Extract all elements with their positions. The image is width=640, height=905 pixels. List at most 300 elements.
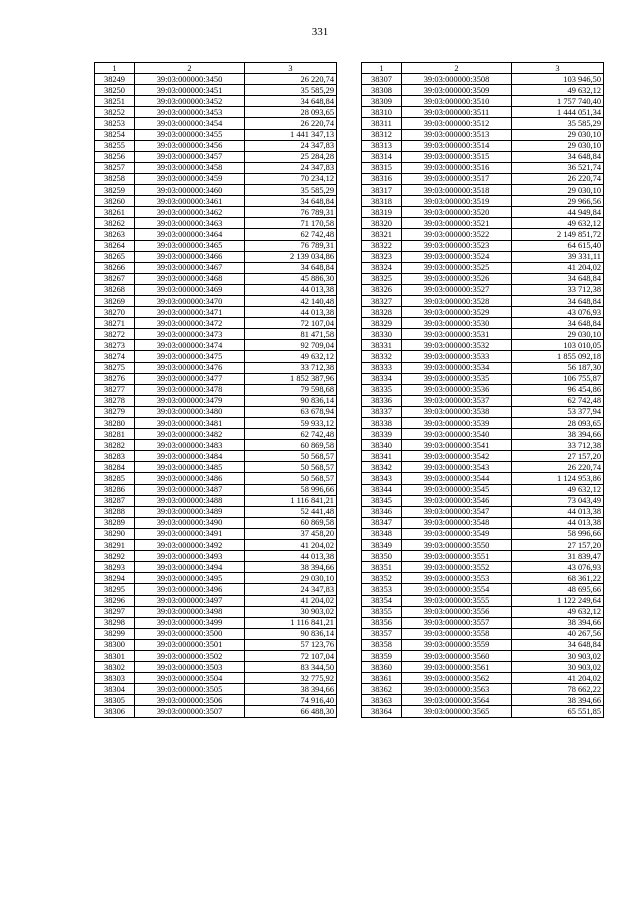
value-cell: 50 568,57	[245, 473, 337, 484]
cadastral-number-cell: 39:03:000000:3549	[402, 528, 512, 539]
table-row	[362, 373, 604, 384]
cadastral-number-cell: 39:03:000000:3533	[402, 351, 512, 362]
cadastral-number-cell: 39:03:000000:3565	[402, 706, 512, 717]
value-cell: 41 204,02	[245, 540, 337, 551]
cadastral-number-cell: 39:03:000000:3504	[135, 673, 245, 684]
cadastral-number-cell: 39:03:000000:3500	[135, 628, 245, 639]
cadastral-number-cell: 39:03:000000:3559	[402, 639, 512, 650]
table-row	[95, 74, 337, 85]
value-cell: 43 076,93	[512, 307, 604, 318]
table-row	[362, 295, 604, 306]
cadastral-number-cell: 39:03:000000:3546	[402, 495, 512, 506]
cadastral-number-cell: 39:03:000000:3547	[402, 506, 512, 517]
cadastral-number-cell: 39:03:000000:3548	[402, 517, 512, 528]
cadastral-number-cell: 39:03:000000:3453	[135, 107, 245, 118]
table-row	[362, 673, 604, 684]
row-number-cell: 38339	[362, 429, 402, 440]
row-number-cell: 38256	[95, 151, 135, 162]
table-row	[362, 284, 604, 295]
cadastral-number-cell: 39:03:000000:3482	[135, 429, 245, 440]
row-number-cell: 38315	[362, 162, 402, 173]
row-number-cell: 38285	[95, 473, 135, 484]
row-number-cell: 38301	[95, 650, 135, 661]
table-row	[95, 484, 337, 495]
table-row	[362, 517, 604, 528]
value-cell: 81 471,58	[245, 329, 337, 340]
row-number-cell: 38323	[362, 251, 402, 262]
cadastral-number-cell: 39:03:000000:3493	[135, 551, 245, 562]
value-cell: 38 394,66	[245, 562, 337, 573]
cadastral-number-cell: 39:03:000000:3529	[402, 307, 512, 318]
table-row	[362, 251, 604, 262]
row-number-cell: 38283	[95, 451, 135, 462]
row-number-cell: 38351	[362, 562, 402, 573]
row-number-cell: 38289	[95, 517, 135, 528]
value-cell: 38 394,66	[245, 684, 337, 695]
table-row	[362, 473, 604, 484]
table-row	[362, 706, 604, 717]
row-number-cell: 38327	[362, 295, 402, 306]
table-row	[362, 185, 604, 196]
row-number-cell: 38305	[95, 695, 135, 706]
row-number-cell: 38320	[362, 218, 402, 229]
row-number-cell: 38357	[362, 628, 402, 639]
value-cell: 42 140,48	[245, 295, 337, 306]
value-cell: 64 615,40	[512, 240, 604, 251]
row-number-cell: 38317	[362, 185, 402, 196]
cadastral-number-cell: 39:03:000000:3531	[402, 329, 512, 340]
column-header: 2	[402, 63, 512, 74]
table-row	[362, 351, 604, 362]
table-row	[362, 440, 604, 451]
value-cell: 35 585,29	[245, 85, 337, 96]
table-row	[95, 373, 337, 384]
row-number-cell: 38346	[362, 506, 402, 517]
table-row	[95, 684, 337, 695]
value-cell: 1 855 092,18	[512, 351, 604, 362]
value-cell: 41 204,02	[245, 595, 337, 606]
cadastral-number-cell: 39:03:000000:3535	[402, 373, 512, 384]
value-cell: 1 124 953,86	[512, 473, 604, 484]
row-number-cell: 38358	[362, 639, 402, 650]
cadastral-number-cell: 39:03:000000:3480	[135, 406, 245, 417]
cadastral-number-cell: 39:03:000000:3510	[402, 96, 512, 107]
cadastral-number-cell: 39:03:000000:3489	[135, 506, 245, 517]
table-row	[95, 662, 337, 673]
cadastral-number-cell: 39:03:000000:3477	[135, 373, 245, 384]
value-cell: 49 632,12	[512, 606, 604, 617]
cadastral-number-cell: 39:03:000000:3462	[135, 207, 245, 218]
table-row	[362, 85, 604, 96]
cadastral-number-cell: 39:03:000000:3469	[135, 284, 245, 295]
value-cell: 29 030,10	[245, 573, 337, 584]
value-cell: 1 116 841,21	[245, 617, 337, 628]
row-number-cell: 38258	[95, 173, 135, 184]
table-row	[95, 473, 337, 484]
cadastral-number-cell: 39:03:000000:3563	[402, 684, 512, 695]
row-number-cell: 38259	[95, 185, 135, 196]
cadastral-number-cell: 39:03:000000:3474	[135, 340, 245, 351]
value-cell: 76 789,31	[245, 207, 337, 218]
row-number-cell: 38348	[362, 528, 402, 539]
value-cell: 2 139 034,86	[245, 251, 337, 262]
cadastral-number-cell: 39:03:000000:3556	[402, 606, 512, 617]
value-cell: 66 488,30	[245, 706, 337, 717]
table-row	[362, 617, 604, 628]
table-row	[362, 462, 604, 473]
cadastral-number-cell: 39:03:000000:3551	[402, 551, 512, 562]
table-row	[362, 606, 604, 617]
table-row	[95, 196, 337, 207]
table-row	[362, 218, 604, 229]
cadastral-number-cell: 39:03:000000:3470	[135, 295, 245, 306]
value-cell: 103 946,50	[512, 74, 604, 85]
cadastral-number-cell: 39:03:000000:3476	[135, 362, 245, 373]
table-row	[95, 506, 337, 517]
row-number-cell: 38341	[362, 451, 402, 462]
row-number-cell: 38316	[362, 173, 402, 184]
row-number-cell: 38287	[95, 495, 135, 506]
table-row	[362, 406, 604, 417]
table-row	[95, 340, 337, 351]
cadastral-number-cell: 39:03:000000:3514	[402, 140, 512, 151]
table-row	[95, 451, 337, 462]
value-cell: 1 122 249,64	[512, 595, 604, 606]
cadastral-number-cell: 39:03:000000:3499	[135, 617, 245, 628]
cadastral-number-cell: 39:03:000000:3508	[402, 74, 512, 85]
value-cell: 26 220,74	[512, 462, 604, 473]
table-row	[362, 562, 604, 573]
row-number-cell: 38291	[95, 540, 135, 551]
table-header-row	[362, 63, 604, 74]
row-number-cell: 38309	[362, 96, 402, 107]
row-number-cell: 38343	[362, 473, 402, 484]
table-row	[95, 528, 337, 539]
value-cell: 33 712,38	[512, 284, 604, 295]
table-row	[362, 262, 604, 273]
table-row	[362, 639, 604, 650]
row-number-cell: 38280	[95, 418, 135, 429]
value-cell: 44 013,38	[245, 284, 337, 295]
row-number-cell: 38361	[362, 673, 402, 684]
row-number-cell: 38359	[362, 650, 402, 661]
cadastral-number-cell: 39:03:000000:3475	[135, 351, 245, 362]
row-number-cell: 38303	[95, 673, 135, 684]
cadastral-number-cell: 39:03:000000:3525	[402, 262, 512, 273]
value-cell: 50 568,57	[245, 462, 337, 473]
row-number-cell: 38261	[95, 207, 135, 218]
cadastral-number-cell: 39:03:000000:3496	[135, 584, 245, 595]
cadastral-number-cell: 39:03:000000:3490	[135, 517, 245, 528]
cadastral-number-cell: 39:03:000000:3459	[135, 173, 245, 184]
value-cell: 41 204,02	[512, 673, 604, 684]
row-number-cell: 38355	[362, 606, 402, 617]
row-number-cell: 38288	[95, 506, 135, 517]
cadastral-number-cell: 39:03:000000:3509	[402, 85, 512, 96]
cadastral-number-cell: 39:03:000000:3456	[135, 140, 245, 151]
value-cell: 40 267,56	[512, 628, 604, 639]
table-row	[95, 118, 337, 129]
value-cell: 27 157,20	[512, 451, 604, 462]
row-number-cell: 38314	[362, 151, 402, 162]
table-row	[362, 196, 604, 207]
cadastral-number-cell: 39:03:000000:3564	[402, 695, 512, 706]
cadastral-number-cell: 39:03:000000:3457	[135, 151, 245, 162]
value-cell: 1 757 740,40	[512, 96, 604, 107]
value-cell: 34 648,84	[512, 639, 604, 650]
table-row	[95, 639, 337, 650]
cadastral-number-cell: 39:03:000000:3467	[135, 262, 245, 273]
value-cell: 29 030,10	[512, 185, 604, 196]
cadastral-number-cell: 39:03:000000:3520	[402, 207, 512, 218]
table-row	[362, 551, 604, 562]
table-row	[95, 617, 337, 628]
value-cell: 32 775,92	[245, 673, 337, 684]
row-number-cell: 38363	[362, 695, 402, 706]
row-number-cell: 38324	[362, 262, 402, 273]
table-header-row	[95, 63, 337, 74]
value-cell: 90 836,14	[245, 628, 337, 639]
row-number-cell: 38250	[95, 85, 135, 96]
cadastral-number-cell: 39:03:000000:3501	[135, 639, 245, 650]
cadastral-number-cell: 39:03:000000:3491	[135, 528, 245, 539]
cadastral-number-cell: 39:03:000000:3553	[402, 573, 512, 584]
cadastral-number-cell: 39:03:000000:3561	[402, 662, 512, 673]
value-cell: 49 632,12	[512, 218, 604, 229]
row-number-cell: 38274	[95, 351, 135, 362]
value-cell: 44 013,38	[512, 517, 604, 528]
value-cell: 60 869,58	[245, 440, 337, 451]
cadastral-number-cell: 39:03:000000:3554	[402, 584, 512, 595]
table-row	[362, 140, 604, 151]
row-number-cell: 38322	[362, 240, 402, 251]
cadastral-number-cell: 39:03:000000:3552	[402, 562, 512, 573]
row-number-cell: 38338	[362, 418, 402, 429]
value-cell: 38 394,66	[512, 617, 604, 628]
table-row	[362, 684, 604, 695]
table-row	[95, 418, 337, 429]
table-row	[95, 295, 337, 306]
value-cell: 34 648,84	[512, 151, 604, 162]
row-number-cell: 38340	[362, 440, 402, 451]
table-row	[95, 218, 337, 229]
table-row	[95, 162, 337, 173]
cadastral-number-cell: 39:03:000000:3522	[402, 229, 512, 240]
row-number-cell: 38335	[362, 384, 402, 395]
table-row	[362, 595, 604, 606]
column-header: 3	[512, 63, 604, 74]
value-cell: 27 157,20	[512, 540, 604, 551]
cadastral-number-cell: 39:03:000000:3484	[135, 451, 245, 462]
cadastral-number-cell: 39:03:000000:3560	[402, 650, 512, 661]
cadastral-number-cell: 39:03:000000:3512	[402, 118, 512, 129]
row-number-cell: 38347	[362, 517, 402, 528]
table-row	[362, 384, 604, 395]
row-number-cell: 38319	[362, 207, 402, 218]
table-row	[362, 118, 604, 129]
table-row	[95, 362, 337, 373]
value-cell: 76 789,31	[245, 240, 337, 251]
table-row	[95, 140, 337, 151]
row-number-cell: 38310	[362, 107, 402, 118]
row-number-cell: 38263	[95, 229, 135, 240]
value-cell: 74 916,40	[245, 695, 337, 706]
row-number-cell: 38295	[95, 584, 135, 595]
row-number-cell: 38268	[95, 284, 135, 295]
row-number-cell: 38262	[95, 218, 135, 229]
value-cell: 58 996,66	[512, 528, 604, 539]
row-number-cell: 38275	[95, 362, 135, 373]
table-row	[362, 273, 604, 284]
row-number-cell: 38331	[362, 340, 402, 351]
cadastral-number-cell: 39:03:000000:3543	[402, 462, 512, 473]
cadastral-number-cell: 39:03:000000:3516	[402, 162, 512, 173]
row-number-cell: 38272	[95, 329, 135, 340]
value-cell: 59 933,12	[245, 418, 337, 429]
table-row	[95, 318, 337, 329]
table-row	[95, 384, 337, 395]
cadastral-number-cell: 39:03:000000:3515	[402, 151, 512, 162]
value-cell: 36 521,74	[512, 162, 604, 173]
cadastral-number-cell: 39:03:000000:3557	[402, 617, 512, 628]
row-number-cell: 38318	[362, 196, 402, 207]
row-number-cell: 38333	[362, 362, 402, 373]
row-number-cell: 38321	[362, 229, 402, 240]
table-row	[95, 495, 337, 506]
value-cell: 72 107,04	[245, 650, 337, 661]
value-cell: 26 220,74	[245, 118, 337, 129]
row-number-cell: 38281	[95, 429, 135, 440]
value-cell: 78 662,22	[512, 684, 604, 695]
row-number-cell: 38284	[95, 462, 135, 473]
row-number-cell: 38330	[362, 329, 402, 340]
table-row	[95, 151, 337, 162]
value-cell: 30 903,02	[245, 606, 337, 617]
row-number-cell: 38255	[95, 140, 135, 151]
table-row	[95, 695, 337, 706]
table-row	[95, 628, 337, 639]
value-cell: 57 123,76	[245, 639, 337, 650]
table-row	[95, 85, 337, 96]
cadastral-number-cell: 39:03:000000:3485	[135, 462, 245, 473]
value-cell: 33 712,38	[512, 440, 604, 451]
row-number-cell: 38290	[95, 528, 135, 539]
table-row	[362, 307, 604, 318]
table-row	[95, 173, 337, 184]
cadastral-number-cell: 39:03:000000:3452	[135, 96, 245, 107]
row-number-cell: 38360	[362, 662, 402, 673]
value-cell: 48 695,66	[512, 584, 604, 595]
column-header: 1	[362, 63, 402, 74]
cadastral-number-cell: 39:03:000000:3466	[135, 251, 245, 262]
value-cell: 68 361,22	[512, 573, 604, 584]
row-number-cell: 38337	[362, 406, 402, 417]
table-row	[362, 229, 604, 240]
table-row	[95, 429, 337, 440]
table-row	[95, 129, 337, 140]
cadastral-number-cell: 39:03:000000:3545	[402, 484, 512, 495]
row-number-cell: 38265	[95, 251, 135, 262]
row-number-cell: 38298	[95, 617, 135, 628]
row-number-cell: 38349	[362, 540, 402, 551]
table-row	[95, 307, 337, 318]
cadastral-number-cell: 39:03:000000:3503	[135, 662, 245, 673]
value-cell: 1 441 347,13	[245, 129, 337, 140]
cadastral-number-cell: 39:03:000000:3555	[402, 595, 512, 606]
value-cell: 30 903,02	[512, 662, 604, 673]
row-number-cell: 38311	[362, 118, 402, 129]
cadastral-number-cell: 39:03:000000:3464	[135, 229, 245, 240]
row-number-cell: 38296	[95, 595, 135, 606]
value-cell: 44 949,84	[512, 207, 604, 218]
row-number-cell: 38344	[362, 484, 402, 495]
value-cell: 73 043,49	[512, 495, 604, 506]
table-row	[95, 440, 337, 451]
cadastral-number-cell: 39:03:000000:3460	[135, 185, 245, 196]
value-cell: 28 093,65	[245, 107, 337, 118]
row-number-cell: 38312	[362, 129, 402, 140]
value-cell: 24 347,83	[245, 162, 337, 173]
row-number-cell: 38336	[362, 395, 402, 406]
table-row	[95, 562, 337, 573]
table-row	[95, 606, 337, 617]
row-number-cell: 38326	[362, 284, 402, 295]
value-cell: 33 712,38	[245, 362, 337, 373]
table-row	[95, 351, 337, 362]
table-row	[362, 96, 604, 107]
table-row	[362, 362, 604, 373]
row-number-cell: 38325	[362, 273, 402, 284]
table-row	[362, 151, 604, 162]
value-cell: 53 377,94	[512, 406, 604, 417]
row-number-cell: 38251	[95, 96, 135, 107]
table-row	[362, 495, 604, 506]
row-number-cell: 38277	[95, 384, 135, 395]
value-cell: 1 116 841,21	[245, 495, 337, 506]
row-number-cell: 38294	[95, 573, 135, 584]
row-number-cell: 38270	[95, 307, 135, 318]
value-cell: 44 013,38	[512, 506, 604, 517]
value-cell: 49 632,12	[512, 484, 604, 495]
value-cell: 35 585,29	[512, 118, 604, 129]
value-cell: 83 344,50	[245, 662, 337, 673]
cadastral-number-cell: 39:03:000000:3472	[135, 318, 245, 329]
value-cell: 29 966,56	[512, 196, 604, 207]
cadastral-number-cell: 39:03:000000:3506	[135, 695, 245, 706]
table-row	[362, 528, 604, 539]
cadastral-number-cell: 39:03:000000:3541	[402, 440, 512, 451]
table-row	[95, 650, 337, 661]
row-number-cell: 38302	[95, 662, 135, 673]
table-row	[362, 484, 604, 495]
table-row	[95, 584, 337, 595]
table-row	[95, 251, 337, 262]
value-cell: 62 742,48	[512, 395, 604, 406]
table-row	[95, 329, 337, 340]
value-cell: 65 551,85	[512, 706, 604, 717]
cadastral-number-cell: 39:03:000000:3486	[135, 473, 245, 484]
value-cell: 49 632,12	[245, 351, 337, 362]
page-number: 331	[311, 26, 329, 38]
cadastral-number-cell: 39:03:000000:3455	[135, 129, 245, 140]
row-number-cell: 38329	[362, 318, 402, 329]
cadastral-number-cell: 39:03:000000:3540	[402, 429, 512, 440]
table-row	[362, 540, 604, 551]
value-cell: 106 755,87	[512, 373, 604, 384]
cadastral-number-cell: 39:03:000000:3481	[135, 418, 245, 429]
value-cell: 44 013,38	[245, 551, 337, 562]
table-row	[362, 329, 604, 340]
